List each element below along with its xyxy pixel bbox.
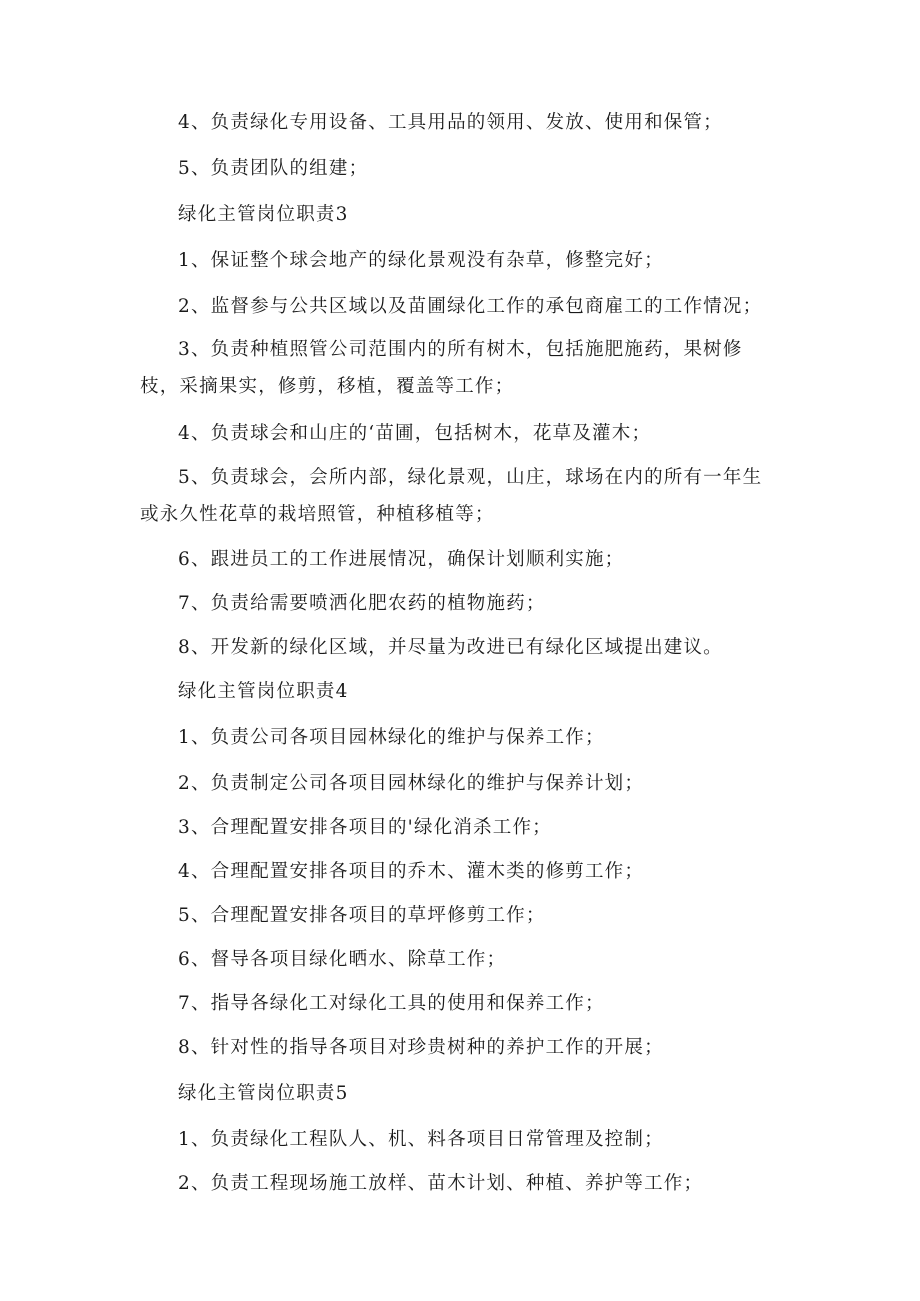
paragraph: 2、负责工程现场施工放样、苗木计划、种植、养护等工作； [178,1173,704,1194]
paragraph: 3、负责种植照管公司范围内的所有树木，包括施肥施药，果树修枝，采摘果实，修剪，移植，覆盖等工作； [140,339,743,397]
paragraph: 4、负责球会和山庄的‘苗圃，包括树木，花草及灌木； [178,423,652,444]
section-heading: 绿化主管岗位职责4 [178,681,349,702]
paragraph: 8、开发新的绿化区域，并尽量为改进已有绿化区域提出建议。 [178,637,723,658]
paragraph: 3、合理配置安排各项目的'绿化消杀工作； [178,817,552,838]
paragraph: 5、负责球会，会所内部，绿化景观，山庄，球场在内的所有一年生或永久性花草的栽培照管，种植移植等； [140,467,763,525]
paragraph: 6、跟进员工的工作进展情况，确保计划顺利实施； [178,549,625,570]
paragraph: 6、督导各项目绿化晒水、除草工作； [178,949,507,970]
paragraph: 5、合理配置安排各项目的草坪修剪工作； [178,905,546,926]
paragraph: 1、保证整个球会地产的绿化景观没有杂草，修整完好； [178,250,664,271]
paragraph: 8、针对性的指导各项目对珍贵树种的养护工作的开展； [178,1037,664,1058]
paragraph: 1、负责公司各项目园林绿化的维护与保养工作； [178,727,605,748]
paragraph: 4、合理配置安排各项目的乔木、灌木类的修剪工作； [178,861,645,882]
paragraph: 2、监督参与公共区域以及苗圃绿化工作的承包商雇工的工作情况； [178,296,763,317]
paragraph: 7、负责给需要喷洒化肥农药的植物施药； [178,593,546,614]
paragraph: 2、负责制定公司各项目园林绿化的维护与保养计划； [178,773,645,794]
paragraph: 4、负责绿化专用设备、工具用品的领用、发放、使用和保管； [178,112,723,133]
paragraph: 5、负责团队的组建； [178,158,369,179]
section-heading: 绿化主管岗位职责3 [178,204,349,225]
paragraph: 1、负责绿化工程队人、机、料各项目日常管理及控制； [178,1129,664,1150]
paragraph: 7、指导各绿化工对绿化工具的使用和保养工作； [178,993,605,1014]
section-heading: 绿化主管岗位职责5 [178,1083,349,1104]
